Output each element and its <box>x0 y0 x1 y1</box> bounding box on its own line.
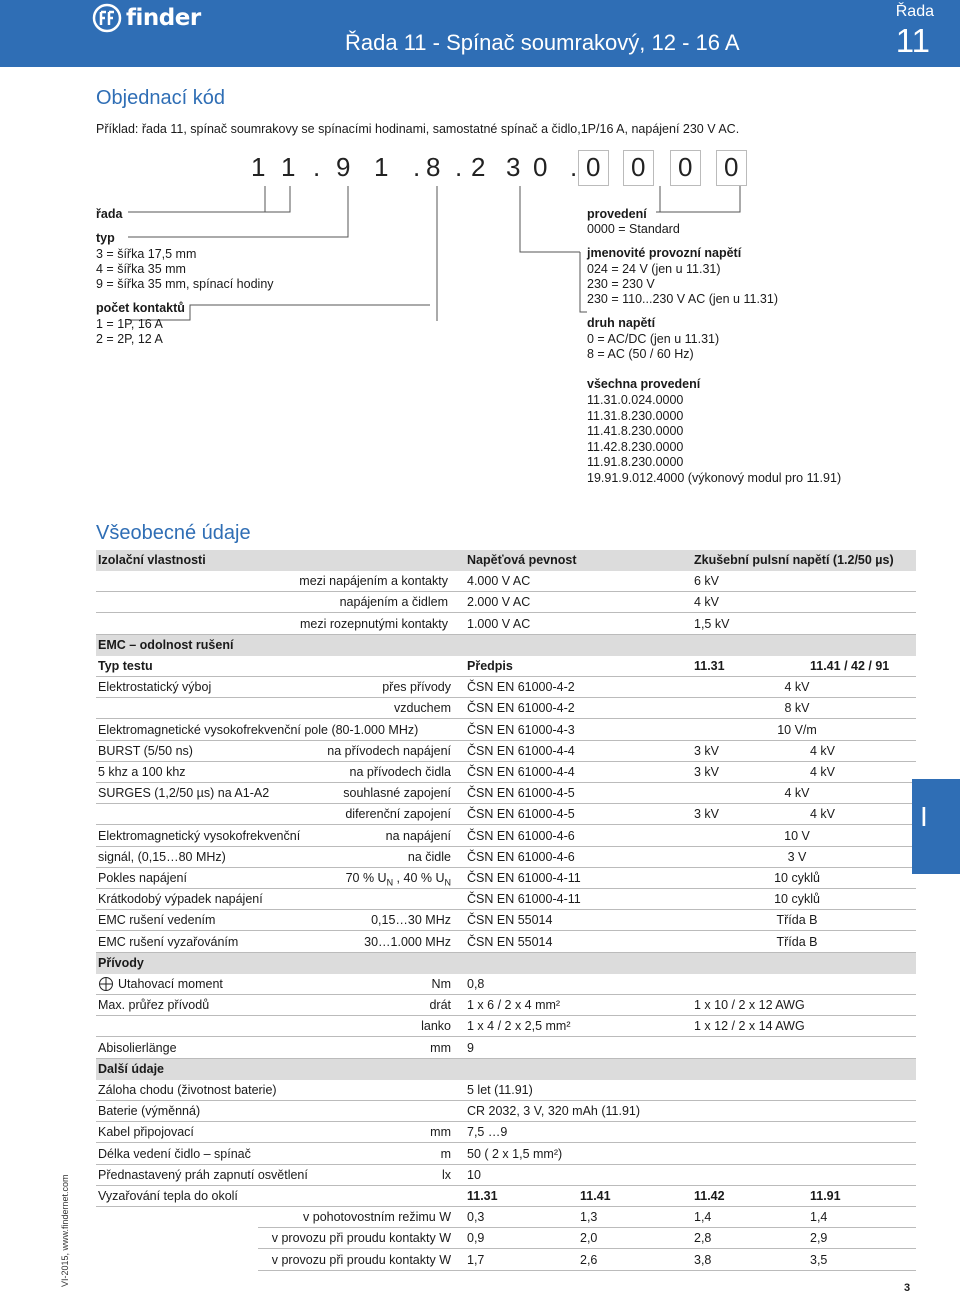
series-number: 11 <box>895 22 930 59</box>
pocet-item: 1 = 1P, 16 A <box>96 317 163 331</box>
strip-label: Abisolierlänge <box>98 1040 177 1055</box>
emc-norm: ČSN EN 61000-4-3 <box>467 722 575 737</box>
code-char: 0 <box>533 152 548 182</box>
torque-row <box>96 974 916 995</box>
emc-cond: přes přívody <box>382 680 451 695</box>
provedeni-item: 0000 = Standard <box>587 222 680 236</box>
vsechna-item: 11.31.8.230.0000 <box>587 408 684 423</box>
emc-span: Třída B <box>776 934 818 949</box>
code-char: 1 <box>281 152 296 182</box>
izol-row <box>96 592 916 613</box>
heat-value: 3,5 <box>810 1252 828 1267</box>
dalsi-unit: m <box>440 1146 451 1161</box>
emc-span: 4 kV <box>784 786 810 801</box>
strand-label: lanko <box>421 1019 451 1034</box>
code-char: 9 <box>336 152 351 182</box>
dalsi-value: CR 2032, 3 V, 320 mAh (11.91) <box>467 1104 641 1119</box>
izol-header-row <box>96 550 916 571</box>
torque-label: Utahovací moment <box>118 977 223 991</box>
emc-norm: ČSN EN 61000-4-4 <box>467 765 575 779</box>
emc-test: BURST (5/50 ns) <box>98 743 193 758</box>
emc-test: EMC rušení vedením <box>98 913 216 928</box>
wire-awg: 1 x 10 / 2 x 12 AWG <box>694 998 805 1013</box>
dalsi-row <box>96 1122 916 1143</box>
napeti-label: jmenovité provozní napětí <box>587 246 742 260</box>
heat-cond: v provozu při proudu kontakty W <box>271 1252 451 1267</box>
dalsi-row <box>96 1080 916 1101</box>
izol-cond: mezi napájením a kontakty <box>299 574 448 589</box>
izol-label: Izolační vlastnosti <box>98 553 206 567</box>
heat-value: 0,9 <box>467 1231 485 1246</box>
wire-label: drát <box>429 998 451 1013</box>
emc-test: Elektrostatický výboj <box>98 680 212 695</box>
emc-test: EMC rušení vyzařováním <box>98 934 239 949</box>
emc-cond: na přívodech čidla <box>349 765 451 779</box>
heat-value: 2,8 <box>694 1231 712 1246</box>
emc-row <box>96 741 916 762</box>
izol-v2: 6 kV <box>694 574 720 589</box>
code-char: 0 <box>631 152 646 182</box>
heat-value: 0,3 <box>467 1210 485 1225</box>
emc-test: SURGES (1,2/50 µs) na A1-A2 <box>98 786 270 801</box>
dalsi-value: 7,5 …9 <box>467 1125 508 1140</box>
heat-value: 2,6 <box>580 1252 598 1267</box>
heat-col: 11.31 <box>467 1189 498 1203</box>
emc-cols-row <box>96 656 916 677</box>
heat-value: 2,0 <box>580 1231 598 1246</box>
vsechna-label: všechna provedení <box>587 377 701 391</box>
dalsi-row <box>96 1144 916 1165</box>
emc-col1: Typ testu <box>98 659 153 673</box>
emc-cond: 30…1.000 MHz <box>364 934 451 949</box>
heat-row <box>258 1207 916 1228</box>
izol-v2: 1,5 kV <box>694 616 730 631</box>
emc-v1: 3 kV <box>694 765 720 779</box>
emc-cond: 0,15…30 MHz <box>371 913 451 928</box>
strand-value: 1 x 4 / 2 x 2,5 mm² <box>467 1019 571 1034</box>
heat-row <box>258 1228 916 1249</box>
emc-span: Třída B <box>776 913 818 928</box>
vsechna-item: 11.91.8.230.0000 <box>587 455 684 469</box>
heat-value: 1,4 <box>694 1210 712 1225</box>
emc-norm: ČSN EN 61000-4-11 <box>467 892 581 907</box>
dalsi-name: Délka vedení čidlo – spínač <box>98 1146 251 1161</box>
napeti-item: 024 = 24 V (jen u 11.31) <box>587 262 721 276</box>
emc-cond: vzduchem <box>394 701 451 716</box>
page-title: Řada 11 - Spínač soumrakový, 12 - 16 A <box>345 30 740 55</box>
emc-norm: ČSN EN 61000-4-6 <box>467 849 575 864</box>
izol-cond: mezi rozepnutými kontakty <box>300 616 448 631</box>
napeti-item: 230 = 230 V <box>587 277 655 291</box>
emc-norm: ČSN EN 55014 <box>467 934 553 949</box>
section-tab <box>912 779 960 874</box>
emc-row <box>96 762 916 783</box>
section-letter: I <box>920 801 928 832</box>
pocet-label: počet kontaktů <box>96 301 185 315</box>
emc-col2: Předpis <box>467 659 513 673</box>
code-char: 8 <box>426 152 441 182</box>
emc-norm: ČSN EN 61000-4-4 <box>467 743 575 758</box>
emc-row <box>96 868 916 889</box>
vsechna-item: 11.42.8.230.0000 <box>587 439 684 454</box>
emc-span: 4 kV <box>784 680 810 695</box>
heat-value: 2,9 <box>810 1231 828 1246</box>
emc-test: Pokles napájení <box>98 871 187 885</box>
emc-cond: 70 % $U_N$ , 40 % $U_N$ <box>345 871 451 888</box>
emc-test: signál, (0,15…80 MHz) <box>98 849 226 864</box>
typ-item: 3 = šířka 17,5 mm <box>96 247 197 261</box>
wire-value: 1 x 6 / 2 x 4 mm² <box>467 998 561 1013</box>
emc-norm: ČSN EN 61000-4-6 <box>467 828 575 843</box>
izol-v1: 2.000 V AC <box>467 595 531 610</box>
dalsi-label: Další údaje <box>98 1061 164 1076</box>
emc-span: 10 cyklů <box>774 892 820 907</box>
emc-row <box>96 889 916 910</box>
emc-norm: ČSN EN 61000-4-2 <box>467 701 575 716</box>
dalsi-value: 5 let (11.91) <box>467 1083 533 1097</box>
code-char: 0 <box>586 152 601 182</box>
druh-item: 8 = AC (50 / 60 Hz) <box>587 347 694 361</box>
heat-cond: v pohotovostním režimu W <box>303 1210 451 1225</box>
izol-cond: napájením a čidlem <box>339 595 448 610</box>
dalsi-value: 10 <box>467 1167 481 1182</box>
izol-row <box>96 571 916 592</box>
privody-header-row <box>96 953 916 974</box>
footer-vertical-text: VI-2015, www.findernet.com <box>60 1174 70 1287</box>
order-example: Příklad: řada 11, spínač soumrakovy se spínacími hodinami, samostatné spínač a čidlo,1P/16 A, napájení 230 V AC. <box>96 122 740 136</box>
heat-col: 11.41 <box>580 1189 611 1203</box>
emc-cond: na napájení <box>385 828 451 843</box>
emc-span: 10 V/m <box>777 722 817 737</box>
rada-label: řada <box>96 207 123 221</box>
emc-row <box>96 910 916 931</box>
dalsi-unit: mm <box>430 1125 451 1140</box>
emc-test: Krátkodobý výpadek napájení <box>98 892 263 907</box>
pocet-item: 2 = 2P, 12 A <box>96 332 163 346</box>
izol-col3: Zkušební pulsní napětí (1.2/50 µs) <box>694 553 894 567</box>
series-label: Řada <box>895 3 934 20</box>
emc-row <box>96 932 916 953</box>
typ-label: typ <box>96 231 115 245</box>
emc-row <box>96 783 916 804</box>
code-char: 1 <box>251 152 266 182</box>
torque-unit: Nm <box>431 977 451 991</box>
emc-test: Elektromagnetický vysokofrekvenční <box>98 828 301 843</box>
izol-v1: 1.000 V AC <box>467 616 531 631</box>
code-char: . <box>413 152 421 182</box>
dalsi-name: Přednastavený práh zapnutí osvětlení <box>98 1167 308 1182</box>
emc-test: 5 khz a 100 khz <box>98 765 186 779</box>
emc-norm: ČSN EN 55014 <box>467 913 553 928</box>
emc-v1: 3 kV <box>694 743 720 758</box>
emc-v2: 4 kV <box>810 743 836 758</box>
heat-label: Vyzařování tepla do okolí <box>98 1189 238 1203</box>
code-char: 2 <box>471 152 486 182</box>
strip-unit: mm <box>430 1040 451 1055</box>
heat-col: 11.91 <box>810 1189 841 1203</box>
privody-label: Přívody <box>98 955 144 970</box>
emc-header-row <box>96 635 916 656</box>
emc-span: 10 cyklů <box>774 871 820 885</box>
emc-col4: 11.41 / 42 / 91 <box>810 659 890 673</box>
emc-test: Elektromagnetické vysokofrekvenční pole (80-1.000 MHz) <box>98 722 419 737</box>
emc-span: 10 V <box>784 828 810 843</box>
emc-span: 8 kV <box>784 701 810 716</box>
heat-value: 1,3 <box>580 1210 598 1225</box>
emc-norm: ČSN EN 61000-4-2 <box>467 680 575 695</box>
izol-row <box>96 614 916 635</box>
typ-item: 4 = šířka 35 mm <box>96 262 186 276</box>
emc-v2: 4 kV <box>810 765 836 779</box>
emc-cond: na čidle <box>407 849 451 864</box>
code-char: . <box>570 152 578 182</box>
code-char: 0 <box>678 152 693 182</box>
emc-row <box>96 698 916 719</box>
izol-col2: Napěťová pevnost <box>467 553 577 567</box>
dalsi-name: Kabel připojovací <box>98 1125 194 1140</box>
dalsi-row <box>96 1165 916 1186</box>
izol-v2: 4 kV <box>694 595 720 610</box>
emc-v1: 3 kV <box>694 807 720 822</box>
page-number: 3 <box>904 1282 911 1294</box>
code-char: 0 <box>724 152 739 182</box>
dalsi-name: Záloha chodu (životnost baterie) <box>98 1083 277 1097</box>
izol-v1: 4.000 V AC <box>467 574 531 589</box>
emc-row <box>96 804 916 825</box>
dalsi-name: Baterie (výměnná) <box>98 1104 201 1119</box>
dalsi-unit: lx <box>441 1167 451 1182</box>
vsechna-item: 11.31.0.024.0000 <box>587 393 684 407</box>
wire-row <box>96 995 916 1016</box>
emc-row <box>96 826 916 847</box>
order-heading: Objednací kód <box>96 87 225 109</box>
heat-header-row <box>96 1186 916 1207</box>
vsechna-item: 19.91.9.012.4000 (výkonový modul pro 11.91) <box>587 470 842 485</box>
strip-value: 9 <box>467 1040 474 1055</box>
emc-v2: 4 kV <box>810 807 836 822</box>
emc-row <box>96 720 916 741</box>
heat-cond: v provozu při proudu kontakty W <box>271 1231 451 1246</box>
heat-value: 3,8 <box>694 1252 712 1267</box>
dalsi-value: 50 ( 2 x 1,5 mm²) <box>467 1146 563 1161</box>
cross-label: Max. průřez přívodů <box>98 998 210 1013</box>
heat-row <box>258 1250 916 1271</box>
logo-text: finder <box>126 5 201 31</box>
emc-span: 3 V <box>787 849 807 864</box>
heat-col: 11.42 <box>694 1189 725 1203</box>
strand-awg: 1 x 12 / 2 x 14 AWG <box>694 1019 805 1034</box>
druh-label: druh napětí <box>587 316 656 330</box>
dalsi-row <box>96 1101 916 1122</box>
emc-cond: souhlasné zapojení <box>343 786 451 801</box>
napeti-item: 230 = 110...230 V AC (jen u 11.31) <box>587 292 778 306</box>
torque-value: 0,8 <box>467 977 485 991</box>
code-char: 1 <box>374 152 389 182</box>
vsechna-item: 11.41.8.230.0000 <box>587 424 684 438</box>
emc-cond: na přívodech napájení <box>327 743 451 758</box>
druh-item: 0 = AC/DC (jen u 11.31) <box>587 332 720 346</box>
emc-cond: diferenční zapojení <box>345 807 451 822</box>
provedeni-label: provedení <box>587 207 647 221</box>
emc-label: EMC – odolnost rušení <box>98 637 234 652</box>
dalsi-header-row <box>96 1059 916 1080</box>
code-char: . <box>313 152 321 182</box>
heat-value: 1,4 <box>810 1210 828 1225</box>
emc-col3: 11.31 <box>694 659 725 673</box>
strip-row <box>96 1038 916 1059</box>
emc-norm: ČSN EN 61000-4-5 <box>467 807 575 822</box>
code-char: 3 <box>506 152 521 182</box>
emc-row <box>96 847 916 868</box>
emc-row <box>96 677 916 698</box>
typ-item: 9 = šířka 35 mm, spínací hodiny <box>96 277 274 291</box>
strand-row <box>96 1016 916 1037</box>
emc-norm: ČSN EN 61000-4-5 <box>467 786 575 801</box>
general-heading: Všeobecné údaje <box>96 522 251 544</box>
emc-norm: ČSN EN 61000-4-11 <box>467 871 581 885</box>
heat-value: 1,7 <box>467 1252 485 1267</box>
code-char: . <box>455 152 463 182</box>
